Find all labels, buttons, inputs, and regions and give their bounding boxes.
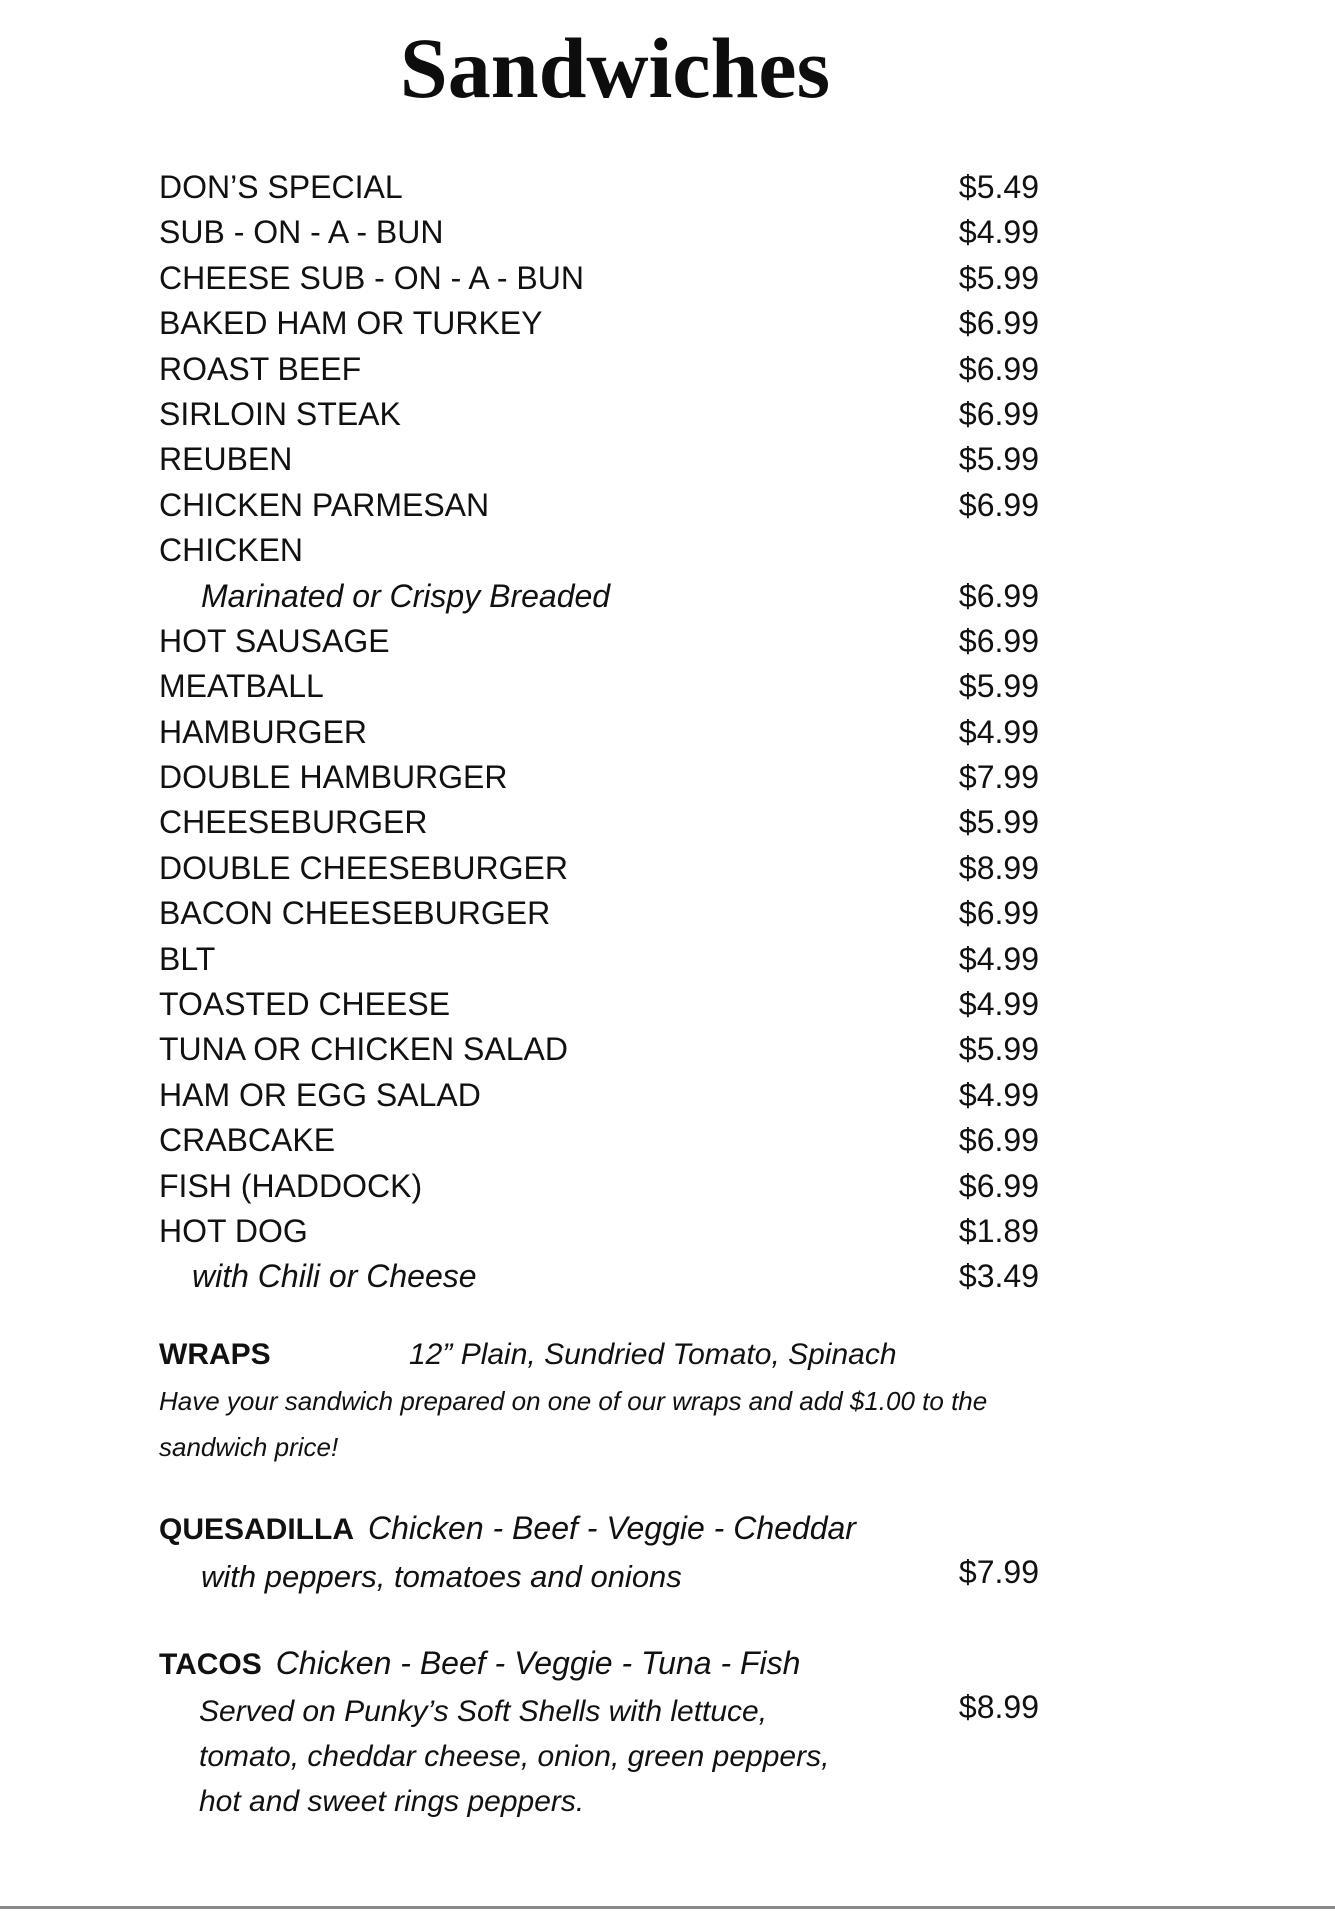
menu-item-name: BLT — [159, 940, 216, 977]
menu-item-price: $6.99 — [958, 895, 1039, 932]
menu-item-row — [159, 1073, 1039, 1118]
tacos-description-line: hot and sweet rings peppers. — [199, 1785, 585, 1818]
menu-item-price: $6.99 — [958, 486, 1039, 523]
menu-item-row — [159, 483, 1039, 528]
menu-item-price: $6.99 — [958, 1122, 1039, 1159]
menu-item-price: $3.49 — [958, 1258, 1039, 1295]
menu-item-price: $7.99 — [958, 759, 1039, 796]
menu-item-row — [159, 347, 1039, 392]
menu-item-row — [159, 1027, 1039, 1072]
menu-item-name: HOT SAUSAGE — [159, 622, 390, 659]
menu-item-row — [159, 165, 1039, 210]
menu-item-row — [159, 846, 1039, 891]
menu-item-option: Marinated or Crispy Breaded — [201, 577, 611, 614]
menu-item-name: BAKED HAM OR TURKEY — [159, 305, 543, 342]
menu-item-name: TOASTED CHEESE — [159, 986, 451, 1023]
menu-item-price: $4.99 — [958, 713, 1039, 750]
quesadilla-heading — [159, 1510, 856, 1547]
sandwich-list — [159, 165, 1039, 1300]
tacos-description-line: tomato, cheddar cheese, onion, green peppers, — [199, 1740, 830, 1773]
quesadilla-description: with peppers, tomatoes and onions — [201, 1559, 682, 1594]
menu-item-row — [159, 1164, 1039, 1209]
menu-item-row — [159, 1118, 1039, 1163]
quesadilla-options: Chicken - Beef - Veggie - Cheddar — [368, 1510, 856, 1546]
menu-item-price: $4.99 — [958, 1076, 1039, 1113]
menu-item-price: $8.99 — [958, 849, 1039, 886]
tacos-heading — [159, 1645, 800, 1682]
quesadilla-title: QUESADILLA — [159, 1513, 354, 1546]
menu-item-price: $1.89 — [958, 1212, 1039, 1249]
menu-item-price: $5.99 — [958, 441, 1039, 478]
menu-item-row — [159, 891, 1039, 936]
menu-item-row — [159, 528, 1039, 573]
menu-item-name: DON’S SPECIAL — [159, 169, 403, 205]
menu-item-name: CRABCAKE — [159, 1122, 336, 1159]
menu-item-name: CHEESE SUB - ON - A - BUN — [159, 259, 584, 296]
menu-item-name: HAMBURGER — [159, 713, 368, 750]
menu-item-price: $5.99 — [958, 1031, 1039, 1068]
menu-item-price: $5.99 — [958, 668, 1039, 705]
menu-item-row — [159, 574, 1039, 619]
menu-item-name: HOT DOG — [159, 1212, 308, 1249]
menu-item-row — [159, 664, 1039, 709]
menu-item-row — [159, 755, 1039, 800]
menu-item-name: DOUBLE HAMBURGER — [159, 759, 508, 796]
menu-item-price: $6.99 — [958, 305, 1039, 342]
menu-item-price: $4.99 — [958, 940, 1039, 977]
page-title: Sandwiches — [399, 20, 831, 116]
menu-item-row — [159, 437, 1039, 482]
menu-item-name: BACON CHEESEBURGER — [159, 895, 551, 932]
tacos-price: $8.99 — [958, 1689, 1039, 1725]
menu-item-name: CHEESEBURGER — [159, 804, 428, 841]
menu-item-name: CHICKEN PARMESAN — [159, 486, 490, 523]
menu-item-price: $6.99 — [958, 577, 1039, 614]
menu-item-row — [159, 1209, 1039, 1254]
menu-item-row — [159, 210, 1039, 255]
menu-item-price: $5.49 — [958, 169, 1039, 205]
menu-item-name: FISH (HADDOCK) — [159, 1167, 423, 1204]
quesadilla-section — [159, 1510, 1039, 1600]
menu-item-name: SIRLOIN STEAK — [159, 395, 401, 432]
menu-item-row — [159, 619, 1039, 664]
menu-item-price: $5.99 — [958, 804, 1039, 841]
menu-item-price: $6.99 — [958, 350, 1039, 387]
menu-item-name: DOUBLE CHEESEBURGER — [159, 849, 568, 886]
bottom-divider — [0, 1906, 1335, 1909]
menu-item-option: with Chili or Cheese — [192, 1258, 477, 1295]
menu-item-name: REUBEN — [159, 441, 293, 478]
wraps-section — [159, 1338, 1039, 1468]
tacos-section — [159, 1645, 1039, 1835]
menu-item-row — [159, 982, 1039, 1027]
tacos-title: TACOS — [159, 1648, 262, 1681]
menu-item-price: $4.99 — [958, 214, 1039, 251]
menu-item-price: $6.99 — [958, 395, 1039, 432]
tacos-options: Chicken - Beef - Veggie - Tuna - Fish — [275, 1645, 801, 1681]
menu-item-row — [159, 256, 1039, 301]
menu-item-row — [159, 800, 1039, 845]
menu-item-name: ROAST BEEF — [159, 350, 362, 387]
menu-item-name: SUB - ON - A - BUN — [159, 214, 444, 251]
menu-item-name: MEATBALL — [159, 668, 324, 705]
tacos-description — [199, 1689, 829, 1824]
menu-item-price: $4.99 — [958, 986, 1039, 1023]
menu-item-price: $5.99 — [958, 259, 1039, 296]
menu-item-price: $6.99 — [958, 1167, 1039, 1204]
menu-item-row — [159, 937, 1039, 982]
menu-item-name: TUNA OR CHICKEN SALAD — [159, 1031, 568, 1068]
wraps-note: Have your sandwich prepared on one of our wraps and add $1.00 to the sandwich price! — [159, 1386, 988, 1462]
wraps-options: 12” Plain, Sundried Tomato, Spinach — [409, 1338, 897, 1371]
tacos-description-line: Served on Punky’s Soft Shells with lettuce, — [199, 1695, 768, 1728]
menu-item-row — [159, 1254, 1039, 1299]
menu-item-name: HAM OR EGG SALAD — [159, 1076, 481, 1113]
menu-item-row — [159, 392, 1039, 437]
menu-item-price: $6.99 — [958, 622, 1039, 659]
menu-item-row — [159, 710, 1039, 755]
wraps-title: WRAPS — [159, 1338, 271, 1371]
menu-item-row — [159, 301, 1039, 346]
menu-item-name: CHICKEN — [159, 532, 304, 569]
quesadilla-price: $7.99 — [958, 1554, 1039, 1590]
